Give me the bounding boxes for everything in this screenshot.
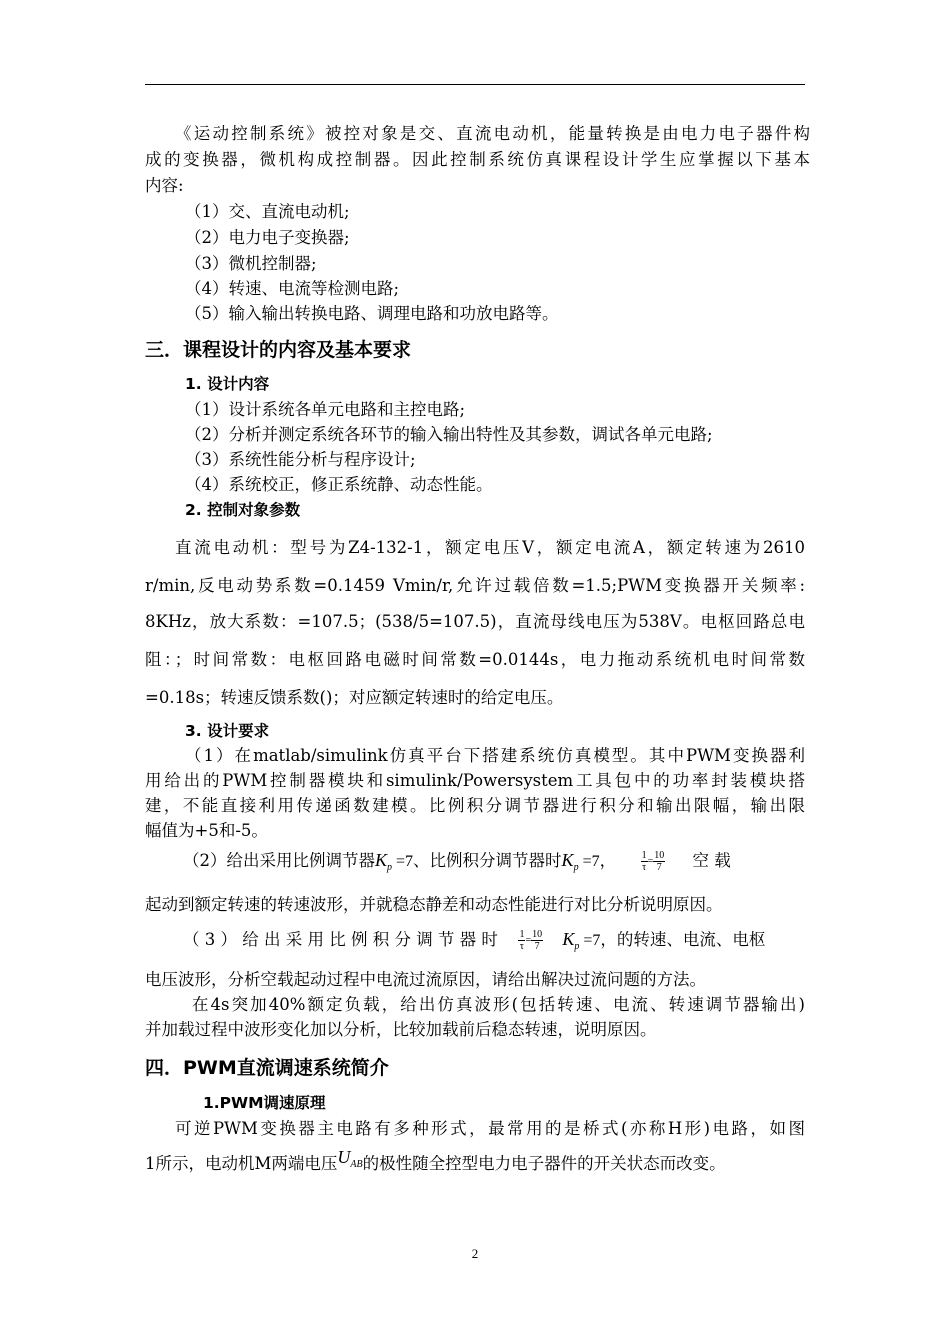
pwm-text-1: 1所示，电动机M两端电压 <box>145 1154 338 1173</box>
intro-line-2: 成的变换器，微机构成控制器。因此控制系统仿真课程设计学生应掌握以下基本 <box>145 150 810 169</box>
req2-text-3: ， <box>599 851 617 870</box>
intro-line-1: 《运动控制系统》被控对象是交、直流电动机，能量转换是由电力电子器件构 <box>175 124 810 143</box>
tau-fraction-2: $\frac{1}{\tau}$ <box>519 929 525 952</box>
params-line-3: 8KHz，放大系数：=107.5；(538/5=107.5)，直流母线电压为538V。电枢回路总电 <box>145 612 805 631</box>
req3-text-1: （ 3 ） 给 出 采 用 比 例 积 分 调 节 器 时 <box>183 930 498 949</box>
ten-seven-fraction: $\frac{10}{7}$ <box>654 850 665 873</box>
req1-line-1: （1）在matlab/simulink仿真平台下搭建系统仿真模型。其中PWM变换器利 <box>185 746 805 765</box>
kp-symbol: K <box>375 850 388 870</box>
req2-line-1 <box>183 848 848 880</box>
kp-symbol-2: K <box>561 850 574 870</box>
intro-item-1: （1）交、直流电动机; <box>185 202 350 221</box>
pwm-line-1: 可逆PWM变换器主电路有多种形式，最常用的是桥式(亦称H形)电路，如图 <box>175 1119 805 1138</box>
intro-item-2: （2）电力电子变换器; <box>185 228 350 247</box>
intro-item-4: （4）转速、电流等检测电路; <box>185 279 400 298</box>
intro-item-3: （3）微机控制器; <box>185 254 317 273</box>
params-line-5: =0.18s；转速反馈系数()；对应额定转速时的给定电压。 <box>145 688 564 707</box>
req4-line-2: 并加载过程中波形变化加以分析，比较加载前后稳态转速，说明原因。 <box>145 1020 657 1039</box>
req4-line-1: 在4s突加40%额定负载，给出仿真波形(包括转速、电流、转速调节器输出) <box>192 995 805 1014</box>
tau-eq-2: = <box>525 934 532 946</box>
uab-symbol: U <box>337 1147 351 1167</box>
kp-symbol-3: K <box>562 929 575 949</box>
req2-text-2: 、比例积分调节器时 <box>413 851 562 870</box>
design-item-1: （1）设计系统各单元电路和主控电路; <box>185 400 466 419</box>
pwm-text-2: 的极性随全控型电力电子器件的开关状态而改变。 <box>362 1154 726 1173</box>
req2-text-1: （2）给出采用比例调节器 <box>183 851 375 870</box>
section-3-sub-1: 1. 设计内容 <box>185 375 270 393</box>
intro-item-5: （5）输入输出转换电路、调理电路和功放电路等。 <box>185 304 559 323</box>
req3-line-2: 电压波形，分析空载起动过程中电流过流原因，请给出解决过流问题的方法。 <box>145 970 706 989</box>
tau-eq: = <box>647 855 654 867</box>
req1-line-4: 幅值为+5和-5。 <box>145 821 268 840</box>
design-item-2: （2）分析并测定系统各环节的输入输出特性及其参数，调试各单元电路; <box>185 425 713 444</box>
params-line-4: 阻：；时间常数：电枢回路电磁时间常数=0.0144s，电力拖动系统机电时间常数 <box>145 650 805 669</box>
params-line-1: 直流电动机：型号为Z4-132-1，额定电压V，额定电流A，额定转速为2610 <box>175 538 805 557</box>
section-4-sub-1: 1.PWM调速原理 <box>203 1094 326 1112</box>
section-3-heading: 三．课程设计的内容及基本要求 <box>145 339 412 361</box>
page-number: 2 <box>471 1246 479 1261</box>
req1-line-2: 用给出的PWM控制器模块和simulink/Powersystem工具包中的功率封装模块搭 <box>145 771 805 790</box>
intro-line-3: 内容: <box>145 176 184 195</box>
section-4-heading: 四．PWM直流调速系统简介 <box>145 1057 389 1079</box>
req3-line-1 <box>183 927 848 959</box>
section-3-sub-3: 3. 设计要求 <box>185 722 270 740</box>
kp-value-2: =7 <box>582 853 600 870</box>
section-3-sub-2: 2. 控制对象参数 <box>185 501 301 519</box>
design-item-3: （3）系统性能分析与程序设计; <box>185 450 416 469</box>
uab-subscript: AB <box>350 1159 363 1170</box>
req2-text-4: 空 载 <box>692 851 731 870</box>
kp-subscript-2: p <box>573 862 579 873</box>
tau-fraction: $\frac{1}{\tau}$ <box>641 850 647 873</box>
header-rule <box>145 84 805 85</box>
params-line-2: r/min,反电动势系数=0.1459 Vmin/r,允许过载倍数=1.5;PWM变换器开关频率: <box>145 576 805 595</box>
req3-text-2: ，的转速、电流、电枢 <box>600 930 766 949</box>
kp-subscript-3: p <box>574 941 580 952</box>
ten-seven-fraction-2: $\frac{10}{7}$ <box>532 929 543 952</box>
req2-line-2: 起动到额定转速的转速波形，并就稳态静差和动态性能进行对比分析说明原因。 <box>145 895 723 914</box>
pwm-line-2 <box>145 1145 810 1177</box>
kp-value-3: =7 <box>583 932 601 949</box>
kp-subscript: p <box>387 862 393 873</box>
design-item-4: （4）系统校正，修正系统静、动态性能。 <box>185 475 493 494</box>
req1-line-3: 建，不能直接利用传递函数建模。比例积分调节器进行积分和输出限幅，输出限 <box>145 796 805 815</box>
kp-value: =7 <box>396 853 414 870</box>
